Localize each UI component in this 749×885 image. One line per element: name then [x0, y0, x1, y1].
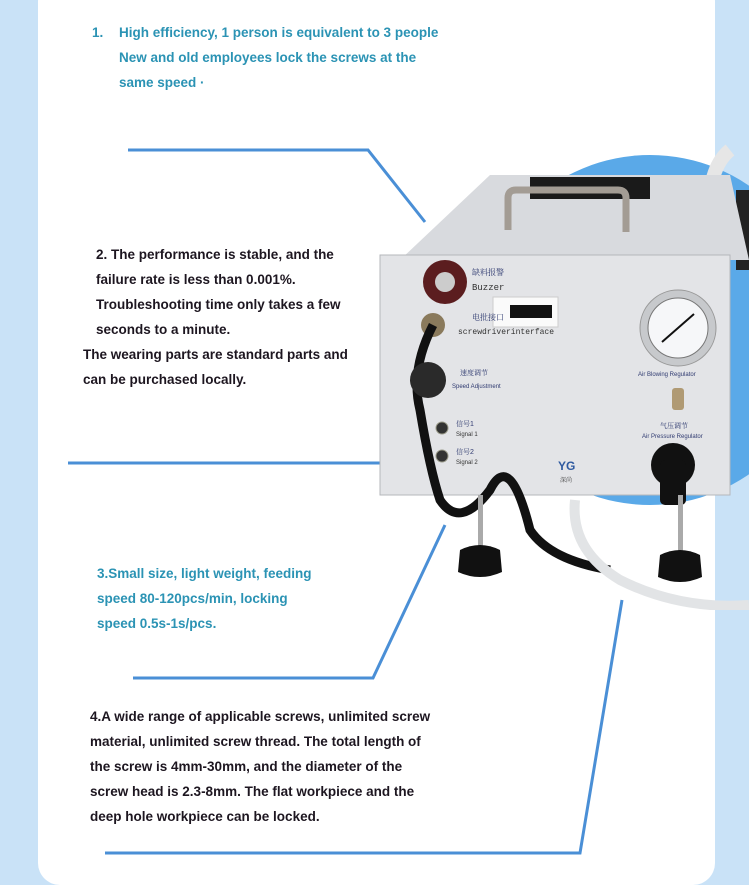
feature-2-line-2: failure rate is less than 0.001%.: [96, 272, 296, 287]
svg-text:电批接口: 电批接口: [472, 313, 504, 322]
feature-3-line-2: speed 80-120pcs/min, locking: [97, 591, 288, 606]
feature-2-extra-line-2: can be purchased locally.: [83, 372, 247, 387]
feature-3-line-3: speed 0.5s-1s/pcs.: [97, 616, 217, 631]
feature-4-line-3: the screw is 4mm-30mm, and the diameter of the: [90, 759, 403, 774]
svg-text:Air Blowing Regulator: Air Blowing Regulator: [638, 372, 696, 378]
feature-4-line-5: deep hole workpiece can be locked.: [90, 809, 320, 824]
feature-2-extra: [83, 342, 348, 392]
feature-3: [97, 561, 312, 636]
feature-1-line-1: High efficiency, 1 person is equivalent to 3 people: [119, 25, 439, 40]
feature-2-line-4: seconds to a minute.: [96, 322, 231, 337]
feature-1-line-2: New and old employees lock the screws at the: [119, 50, 417, 65]
svg-text:Speed Adjustment: Speed Adjustment: [452, 384, 501, 390]
feature-2: [96, 242, 341, 342]
feature-2-line-1: 2. The performance is stable, and the: [96, 247, 334, 262]
feature-4-line-4: screw head is 2.3-8mm. The flat workpiece and the: [90, 784, 415, 799]
svg-text:深尚: 深尚: [560, 478, 573, 484]
svg-text:速度调节: 速度调节: [460, 370, 488, 377]
svg-text:screwdriverinterface: screwdriverinterface: [458, 328, 555, 337]
feature-4: [90, 704, 430, 829]
screw-feeder-machine-image: [360, 110, 749, 610]
svg-text:气压调节: 气压调节: [660, 423, 688, 430]
feature-4-line-1: 4.A wide range of applicable screws, unlimited screw: [90, 709, 431, 724]
svg-text:Air Pressure Regulator: Air Pressure Regulator: [642, 434, 703, 440]
svg-text:Signal 2: Signal 2: [456, 460, 478, 466]
svg-text:信号1: 信号1: [456, 421, 474, 428]
svg-text:Buzzer: Buzzer: [472, 283, 505, 293]
feature-3-line-1: 3.Small size, light weight, feeding: [97, 566, 312, 581]
svg-text:信号2: 信号2: [456, 449, 474, 456]
feature-4-line-2: material, unlimited screw thread. The total length of: [90, 734, 421, 749]
feature-1: [92, 20, 438, 95]
feature-2-line-3: Troubleshooting time only takes a few: [96, 297, 341, 312]
svg-text:Signal 1: Signal 1: [456, 432, 478, 438]
feature-1-number: 1.: [92, 25, 104, 40]
feature-1-line-3: same speed ·: [119, 75, 205, 90]
feature-2-extra-line-1: The wearing parts are standard parts and: [83, 347, 348, 362]
svg-text:YG: YG: [558, 459, 576, 473]
svg-text:缺料报警: 缺料报警: [472, 268, 504, 277]
